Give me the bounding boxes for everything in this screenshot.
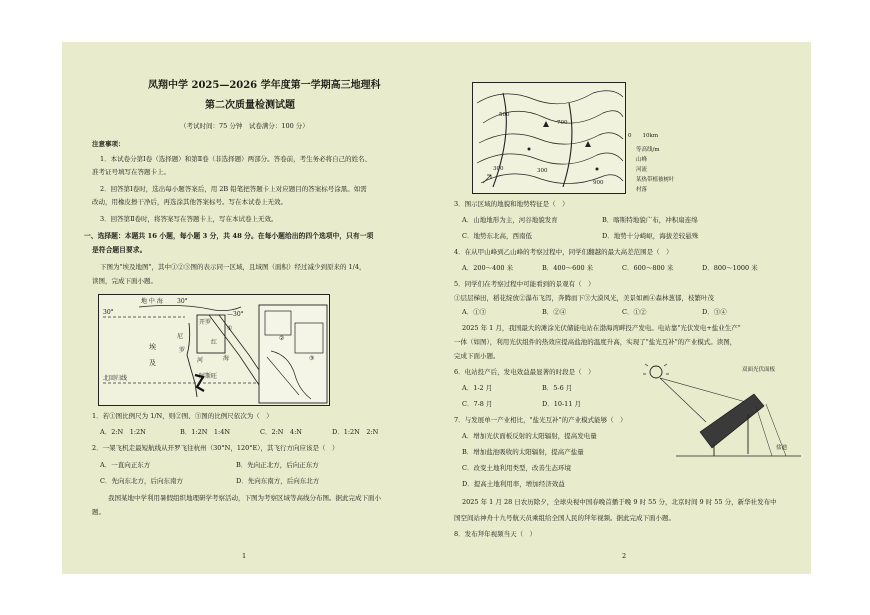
intro-line: 国空间站神舟十九号航天员乘组给全国人民的拜年视频。据此完成下面小题。 bbox=[454, 514, 675, 522]
q5-option: A．①③ bbox=[462, 308, 487, 316]
q6-option: D．10-11 月 bbox=[542, 400, 582, 408]
intro-line: 读图，完成下面小题。 bbox=[92, 277, 157, 285]
legend-contour: 等高线/m bbox=[636, 147, 660, 153]
exam-subtitle: 第二次质量检测试题 bbox=[205, 100, 295, 111]
q4-option: A．200～400 米 bbox=[462, 264, 514, 272]
q4-option: B．400～600 米 bbox=[542, 264, 594, 272]
label-mediterranean: 地 中 海 bbox=[141, 298, 163, 305]
notes-title: 注意事项： bbox=[92, 140, 125, 148]
contour-label: 300 bbox=[537, 168, 548, 174]
q6-option: C．7-8 月 bbox=[462, 400, 493, 408]
page-number: 1 bbox=[242, 552, 247, 560]
label-tropic: 北回归线 bbox=[103, 375, 128, 382]
contour-label: 500 bbox=[499, 112, 510, 118]
question-6: 6．电站投产后，发电效益最显著的时段是（ ） bbox=[454, 368, 595, 376]
legend-peak: 山峰 bbox=[636, 157, 648, 163]
q5-option: C．①② bbox=[622, 308, 647, 316]
q2-option: A．一直向正东方 bbox=[100, 461, 151, 469]
label-lat: 30° bbox=[177, 298, 188, 305]
legend-trees: 某热带植被树叶 bbox=[636, 177, 675, 183]
label-panel: 双面光伏面板 bbox=[742, 367, 776, 373]
question-2: 2．一架飞机走最短航线从开罗飞往杭州（30°N，120°E），其飞行方向应该是（ ） bbox=[92, 444, 339, 452]
note-line: 准考证号填写在答题卡上。 bbox=[92, 168, 170, 176]
q1-option: D．1:2N 2:N bbox=[332, 428, 379, 436]
page-two bbox=[436, 42, 811, 574]
page-one bbox=[62, 42, 436, 574]
intro-line: 我国某地中学利用暑假组织地理研学考察活动，下图为考察区域等高线分布图。据此完成下面小 bbox=[108, 494, 381, 502]
q1-option: C．2:N 4:N bbox=[260, 428, 302, 436]
q1-option: A．2:N 1:2N bbox=[100, 428, 146, 436]
label-nile: 罗 bbox=[179, 347, 186, 354]
label-aswan: 阿斯旺 bbox=[199, 373, 218, 380]
label-lat: —30° bbox=[227, 311, 244, 318]
legend-village: 村落 bbox=[636, 187, 648, 193]
intro-line: 题。 bbox=[92, 508, 105, 516]
label-map-3: ③ bbox=[309, 355, 315, 362]
intro-line: 一体（如图），利用光伏组件的热效应提高盐池的温度升高，实现了"盐光互补"的产业模式。读图， bbox=[454, 338, 737, 346]
intro-line: 完成下面小题。 bbox=[454, 352, 500, 360]
q2-option: B．先向正北方，后向正东方 bbox=[236, 461, 319, 469]
label-egypt: 及 bbox=[149, 359, 156, 367]
contour-map bbox=[472, 82, 626, 194]
label-salt-pond: 盐池 bbox=[776, 445, 788, 451]
question-5: 5．同学们在考察过程中可能看到的景观有（ ） bbox=[454, 280, 595, 288]
q3-option: B．喀斯特地貌广布，冲积扇连绵 bbox=[602, 216, 698, 224]
q3-option: A．山地地形为主，河谷地貌发育 bbox=[462, 216, 558, 224]
q4-option: C．600～800 米 bbox=[622, 264, 674, 272]
q6-option: A．1-2 月 bbox=[462, 384, 493, 392]
section-heading-cont: 是符合题目要求。 bbox=[92, 246, 147, 254]
exam-title: 凤翔中学 2025—2026 学年度第一学期高三地理科 bbox=[148, 80, 381, 91]
scanned-exam-sheet bbox=[62, 42, 811, 574]
contour-label: 700 bbox=[557, 120, 568, 126]
q7-option: A．增加光伏面板反射的太阳辐射，提高发电量 bbox=[462, 432, 597, 440]
label-map-1: ① bbox=[227, 325, 233, 332]
question-3: 3．图示区域的地貌和地势特征是（ ） bbox=[454, 200, 569, 208]
exam-info: （考试时间：75 分钟 试卷满分：100 分） bbox=[180, 122, 309, 130]
legend-river: 河流 bbox=[636, 167, 648, 173]
question-7: 7．与发展单一产业相比，"盐光互补"的产业模式能够（ ） bbox=[454, 416, 627, 424]
question-4: 4．在从甲山峰到乙山峰的考察过程中，同学们翻越的最大高差范围是（ ） bbox=[454, 248, 673, 256]
q4-option: D．800～1000 米 bbox=[702, 264, 758, 272]
label-map-2: ② bbox=[279, 335, 285, 342]
label-nile: 河 bbox=[197, 357, 204, 364]
egypt-map bbox=[98, 294, 330, 406]
note-line: 改动，用橡皮擦干净后，再选涂其他答案标号。写在本试卷上无效。 bbox=[92, 198, 287, 206]
label-nile: 尼 bbox=[177, 333, 184, 340]
q6-option: B．5-6 月 bbox=[542, 384, 573, 392]
q7-option: B．增加盐池吸收的太阳辐射，提高产盐量 bbox=[462, 448, 584, 456]
contour-label: 300 bbox=[493, 166, 504, 172]
label-red-sea: 海 bbox=[223, 355, 230, 362]
legend-scale: 0 10km bbox=[628, 133, 659, 139]
q5-option: D．③④ bbox=[702, 308, 727, 316]
q3-option: C．地势东北高，西南低 bbox=[462, 232, 532, 240]
note-line: 1．本试卷分第Ⅰ卷（选择题）和第Ⅱ卷（非选择题）两部分。答卷前，考生务必将自己的姓名、 bbox=[100, 155, 372, 163]
label-egypt: 埃 bbox=[149, 343, 156, 351]
q7-option: D．提高土地利用率，增加经济效益 bbox=[462, 480, 565, 488]
q2-option: D．先向东南方，后向东北方 bbox=[236, 477, 320, 485]
note-line: 2．回答第Ⅰ卷时，选出每小题答案后，用 2B 铅笔把答题卡上对应题目的答案标号涂黑。如需 bbox=[100, 185, 367, 193]
section-heading: 一、选择题：本题共 16 小题，每小题 3 分，共 48 分。在每小题给出的四个选项中，只有一项 bbox=[84, 232, 374, 240]
question-8: 8．发布拜年视频当天（ ） bbox=[454, 530, 537, 538]
page-number: 2 bbox=[622, 552, 627, 560]
intro-line: 2025 年 1 月 28 日农历除夕，全球央视中国春晚首播于晚 9 时 55 分，北京时间 9 时 55 分，新华社发布中 bbox=[462, 498, 777, 506]
q5-items: ①层层梯田，稻花绽放②瀑布飞泻，奔腾而下③大漠风光，美景如画④森林葱郁，枝繁叶茂 bbox=[454, 294, 714, 302]
note-line: 3．回答第Ⅱ卷时，将答案写在答题卡上，写在本试卷上无效。 bbox=[100, 215, 278, 223]
question-1: 1．若①图比例尺为 1/N，则②图、③图的比例尺依次为（ ） bbox=[92, 412, 273, 420]
intro-line: 下图为"埃及地图"，其中①②③图的表示同一区域，且域图（面积）经过减少到原来的 1/4， bbox=[100, 263, 366, 271]
label-red-sea: 红 bbox=[211, 339, 218, 346]
q1-option: B．1:2N 1:4N bbox=[180, 428, 231, 436]
q2-option: C．先向东北方，后向东南方 bbox=[100, 477, 183, 485]
contour-label: 900 bbox=[593, 180, 604, 186]
label-lat: 30° bbox=[103, 309, 114, 316]
q3-option: D．地势十分崎岖，海拔差较悬殊 bbox=[602, 232, 699, 240]
q5-option: B．②④ bbox=[542, 308, 567, 316]
label-cairo: 开罗 bbox=[199, 319, 212, 326]
q7-option: C．改变土地利用类型，改善生态环境 bbox=[462, 464, 571, 472]
intro-line: 2025 年 1 月，我国最大的滩涂光伏储能电站在渤海湾畔投产发电。电站靠"光伏发电+盐业生产" bbox=[462, 324, 741, 332]
